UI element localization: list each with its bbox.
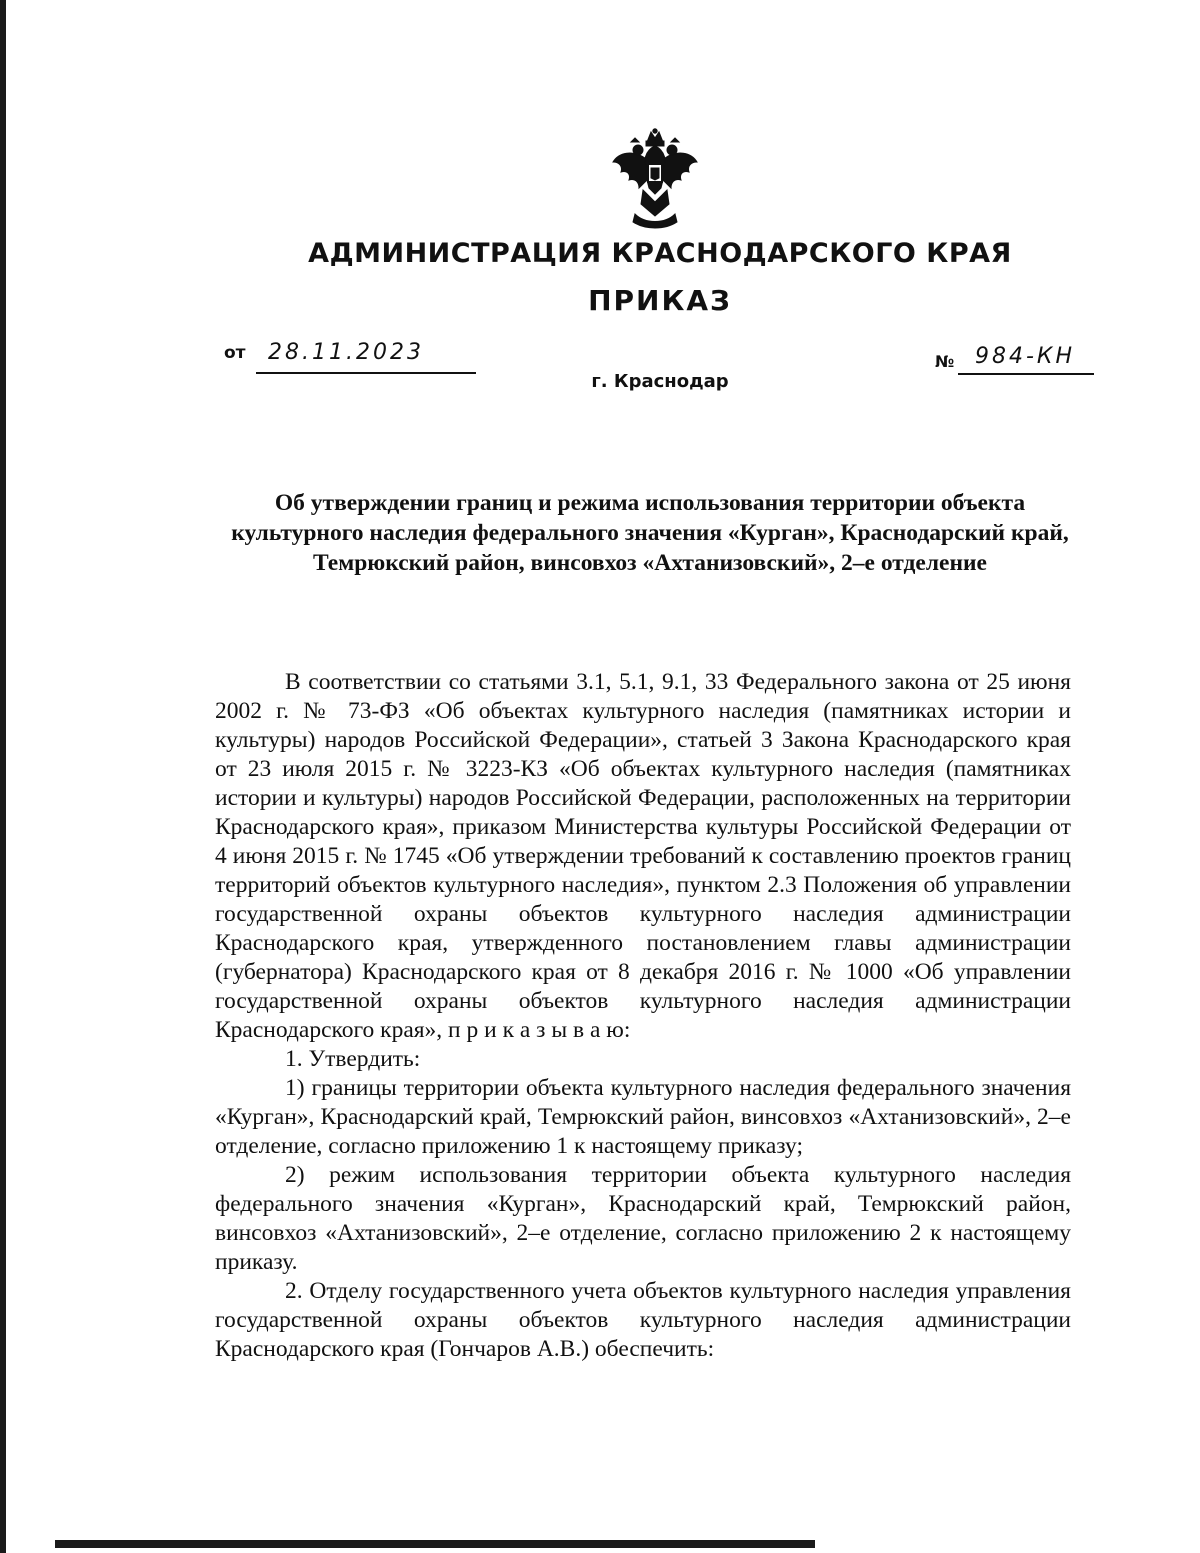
scan-edge-left [0, 0, 6, 1553]
date-label: от [224, 343, 246, 363]
item-1: 1. Утвердить: [285, 1046, 421, 1072]
item-1-1: 1) границы территории объекта культурного наследия федерального значения «Курган», Краснодарский край, Темрюкский район, винсовхоз «Ахтанизовский», 2–е отделение, согласно приложению 1 к настоящему приказу; [215, 1075, 1071, 1159]
number-value: 984-КН [975, 344, 1076, 369]
preamble-paragraph: В соответствии со статьями 3.1, 5.1, 9.1, 33 Федерального закона от 25 июня 2002 г. № 73-ФЗ «Об объектах культурного наследия (памятниках истории и культуры) народов Российской Федерации», статьей 3 Закона Краснодарского края от 23 июля 2015 г. № 3223-КЗ «Об объектах культурного наследия (памятниках истории и культуры) народов Российской Федерации, расположенных на территории Краснодарского края», приказом Министерства культуры Российской Федерации от 4 июня 2015 г. № 1745 «Об утверждении требований к составлению проектов границ территорий объектов культурного наследия», пунктом 2.3 Положения об управлении государственной охраны объектов культурного наследия администрации Краснодарского края, утвержденного постановлением главы администрации (губернатора) Краснодарского края от 8 декабря 2016 г. № 1000 «Об управлении государственной охраны объектов культурного наследия администрации Краснодарского края», п р и к а з ы в а ю: [215, 669, 1071, 1043]
coat-of-arms-icon [605, 128, 705, 230]
date-value: 28.11.2023 [268, 340, 424, 365]
item-1-2: 2) режим использования территории объекта культурного наследия федерального значения «Курган», Краснодарский край, Темрюкский район, винсовхоз «Ахтанизовский», 2–е отделение, согласно приложению 2 к настоящему приказу. [215, 1162, 1071, 1275]
document-title: Об утверждении границ и режима использования территории объекта культурного наследия федерального значения «Курган», Краснодарский край, Темрюкский район, винсовхоз «Ахтанизовский», 2–е отделение [231, 490, 1069, 576]
city: г. Краснодар [591, 371, 729, 392]
number-label: № [935, 352, 955, 371]
document-body [215, 668, 1071, 1364]
document-type: ПРИКАЗ [588, 284, 732, 317]
scan-edge-bottom [55, 1540, 815, 1548]
organization-name: АДМИНИСТРАЦИЯ КРАСНОДАРСКОГО КРАЯ [308, 238, 1012, 269]
item-2: 2. Отделу государственного учета объектов культурного наследия управления государственной охраны объектов культурного наследия администрации Краснодарского края (Гончаров А.В.) обеспечить: [215, 1278, 1071, 1362]
